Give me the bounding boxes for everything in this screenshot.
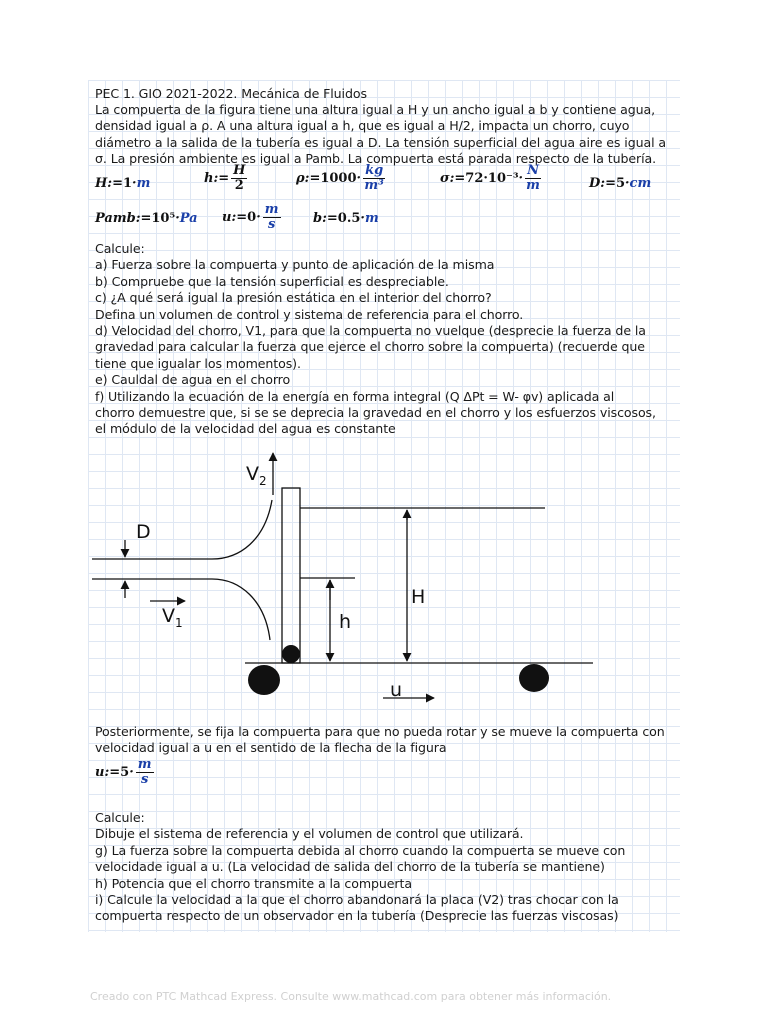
eq-b: b:=0.5·m <box>313 211 379 226</box>
gate-plate <box>282 488 300 663</box>
label-v1: $V_1$ <box>162 605 183 630</box>
questions-part1: Calcule: a) Fuerza sobre la compuerta y punto de aplicación de la misma b) Compruebe que la tensión superficial es despreciable. c) ¿A qué será igual la presión estática en el interior del chorro? Defina un volumen de control y sistema de referencia para el chorro. d) Velocidad del chorro, V1, para que la compuerta no vuelque (desprecie la fuerza de la gravedad para calcular la fuerza que ejerce el chorro sobre la compuerta) (recuerde que tiene que igualar los momentos). e) Cauldal de agua en el chorro f) Utilizando la ecuación de la energía en forma integral (Q ΔPt = W- φv) aplicada al chorro demuestre que, si se se deprecia la gravedad en el chorro y los esfuerzos viscosos, el módulo de la velocidad del agua es constante <box>95 241 656 437</box>
eq-D: D:=5·cm <box>589 176 652 191</box>
label-H: H <box>411 586 426 608</box>
problem-intro: La compuerta de la figura tiene una altura igual a H y un ancho igual a b y contiene agua, densidad igual a ρ. A una altura igual a h, que es igual a H/2, impacta un chorro, cuyo diámetro a la salida de la tubería es igual a D. La tensión superficial del agua aire es igual a σ. La presión ambiente es igual a Pamb. La compuerta está parada respecto de la tubería. <box>95 102 667 167</box>
label-v2: $V_2$ <box>246 463 267 488</box>
eq-rho: ρ:=1000· $\frac{kg}{\text{m³}}$ <box>296 163 384 193</box>
eq-h: h:= $\frac{H}{2}$ <box>204 163 246 193</box>
eq-sigma: σ:=72·10⁻³· $\frac{N}{m}$ <box>440 163 540 193</box>
questions-part2: Posteriormente, se fija la compuerta para que no pueda rotar y se mueve la compuerta con velocidad igual a u en el sentido de la flecha de la figura <box>95 724 665 756</box>
eq-Pamb: Pamb:=10⁵·Pa <box>95 211 198 226</box>
hinge-pin <box>282 645 300 663</box>
label-h: h <box>339 611 352 633</box>
label-u: u <box>390 679 403 701</box>
left-wheel <box>248 665 280 695</box>
document-header: PEC 1. GIO 2021-2022. Mecánica de Fluidos <box>95 86 367 101</box>
footer-watermark: Creado con PTC Mathcad Express. Consulte www.mathcad.com para obtener más información. <box>90 990 612 1003</box>
right-wheel <box>519 664 549 692</box>
label-d: D <box>136 521 151 543</box>
jet-curve-up <box>212 500 272 559</box>
eq-u: u:=0· $\frac{m}{s}$ <box>222 202 279 232</box>
eq-u2: u:=5· $\frac{m}{s}$ <box>95 757 152 787</box>
eq-H: H:=1·m <box>95 176 151 191</box>
questions-part3: Calcule: Dibuje el sistema de referencia y el volumen de control que utilizará. g) La fuerza sobre la compuerta debida al chorro cuando la compuerta se mueve con velocidade igual a u. (La velocidad de salida del chorro de la tubería se mantiene) h) Potencia que el chorro transmite a la compuerta i) Calcule la velocidad a la que el chorro abandonará la placa (V2) tras chocar con la compuerta respecto de un observador en la tubería (Desprecie las fuerzas viscosas) <box>95 810 626 924</box>
jet-curve-down <box>212 579 270 640</box>
